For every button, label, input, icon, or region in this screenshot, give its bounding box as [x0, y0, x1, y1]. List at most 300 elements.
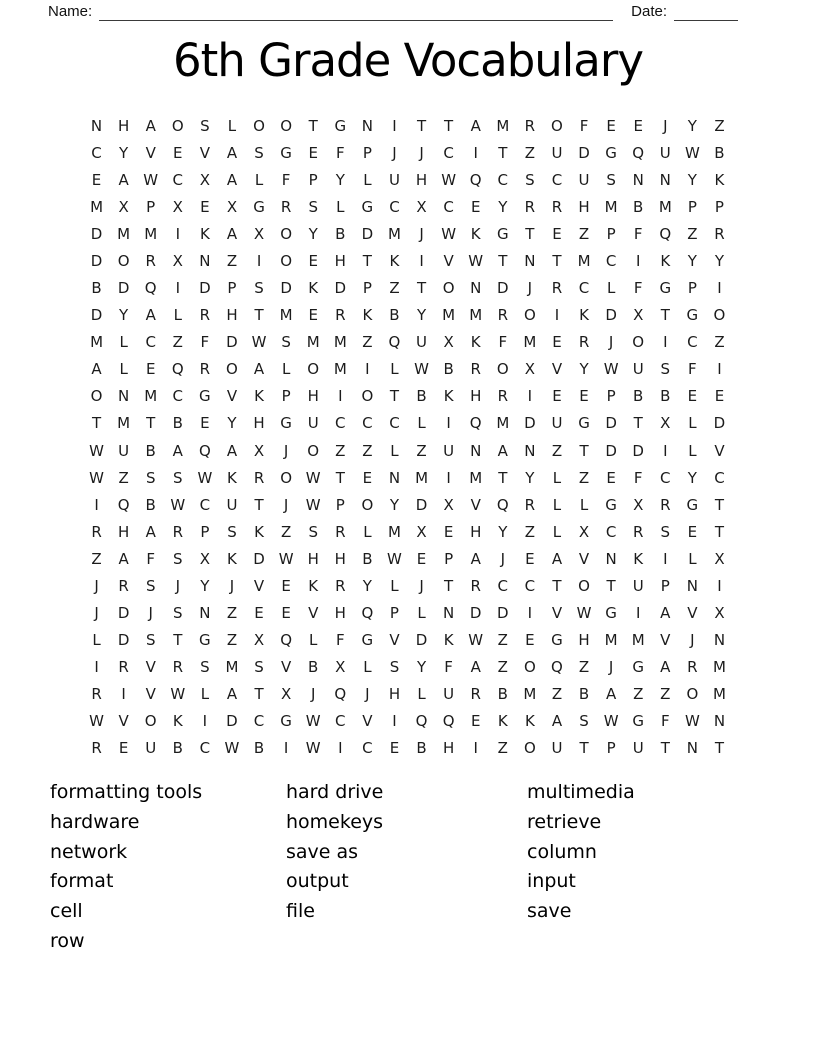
grid-letter: I	[663, 441, 668, 460]
grid-letter: L	[579, 495, 589, 514]
grid-letter: Y	[200, 576, 210, 595]
grid-letter: I	[283, 739, 289, 758]
grid-letter: E	[389, 739, 400, 758]
grid-letter: I	[365, 360, 370, 379]
grid-letter: D	[199, 279, 211, 298]
grid-letter: O	[523, 658, 536, 677]
grid-letter: C	[497, 170, 509, 189]
grid-letter: S	[145, 576, 156, 595]
grid-letter: C	[145, 333, 156, 352]
grid-letter: D	[415, 631, 428, 650]
grid-letter: D	[497, 279, 509, 298]
grid-letter: T	[254, 495, 264, 514]
grid-letter: I	[717, 576, 722, 595]
word-item: network	[50, 840, 128, 863]
page-title: 6th Grade Vocabulary	[172, 34, 644, 87]
grid-letter: C	[172, 387, 184, 406]
grid-letter: S	[200, 658, 210, 677]
grid-letter: W	[684, 143, 700, 162]
grid-letter: M	[144, 224, 158, 243]
grid-letter: J	[608, 333, 614, 352]
grid-letter: Z	[362, 333, 373, 352]
grid-letter: Q	[280, 631, 293, 650]
grid-letter: D	[253, 549, 265, 568]
grid-letter: H	[334, 604, 346, 623]
grid-letter: J	[283, 441, 289, 460]
grid-letter: G	[605, 143, 617, 162]
grid-letter: T	[525, 224, 535, 243]
grid-letter: Q	[632, 143, 645, 162]
grid-letter: D	[90, 224, 103, 243]
grid-letter: R	[335, 522, 346, 541]
grid-letter: S	[525, 170, 535, 189]
grid-letter: T	[308, 116, 318, 135]
grid-letter: I	[473, 739, 478, 758]
grid-letter: W	[170, 495, 186, 514]
grid-letter: J	[690, 631, 695, 650]
grid-letter: U	[388, 170, 400, 189]
grid-letter: V	[578, 549, 590, 568]
grid-letter: P	[146, 197, 156, 216]
name-blank-line	[99, 4, 613, 21]
grid-letter: B	[578, 685, 590, 704]
grid-letter: Y	[498, 522, 508, 541]
grid-letter: J	[94, 576, 99, 595]
grid-letter: R	[145, 251, 156, 270]
grid-letter: K	[579, 306, 589, 325]
grid-letter: I	[635, 604, 641, 623]
grid-letter: B	[497, 685, 508, 704]
grid-letter: L	[363, 522, 372, 541]
grid-letter: Y	[227, 414, 237, 433]
grid-letter: S	[200, 116, 210, 135]
grid-letter: Z	[389, 279, 400, 298]
grid-letter: T	[498, 251, 508, 270]
grid-letter: E	[552, 387, 562, 406]
grid-letter: K	[362, 306, 373, 325]
grid-letter: K	[470, 333, 481, 352]
grid-letter: P	[362, 279, 372, 298]
grid-letter: V	[470, 495, 481, 514]
grid-letter: S	[660, 360, 671, 379]
grid-letter: O	[307, 441, 320, 460]
grid-letter: D	[632, 441, 644, 460]
grid-letter: C	[551, 170, 563, 189]
grid-letter: I	[175, 224, 180, 243]
grid-letter: Z	[226, 251, 238, 270]
grid-letter: E	[281, 604, 291, 623]
grid-letter: C	[605, 251, 617, 270]
word-item: row	[50, 929, 85, 952]
grid-letter: R	[497, 306, 508, 325]
grid-letter: K	[714, 170, 725, 189]
grid-letter: N	[470, 441, 482, 460]
grid-letter: A	[145, 306, 156, 325]
grid-letter: O	[523, 739, 536, 758]
grid-letter: V	[308, 604, 319, 623]
grid-letter: G	[605, 604, 617, 623]
grid-letter: K	[470, 224, 481, 243]
grid-letter: W	[684, 712, 700, 731]
grid-letter: N	[199, 251, 211, 270]
grid-letter: V	[145, 658, 156, 677]
grid-letter: R	[524, 495, 536, 514]
grid-letter: I	[202, 712, 208, 731]
grid-letter: H	[470, 387, 482, 406]
grid-letter: P	[362, 143, 372, 162]
grid-letter: T	[579, 739, 589, 758]
grid-letter: Y	[416, 306, 427, 325]
grid-letter: S	[660, 522, 671, 541]
grid-letter: J	[310, 685, 316, 704]
grid-letter: Z	[551, 685, 563, 704]
grid-letter: S	[227, 522, 237, 541]
grid-letter: X	[416, 522, 427, 541]
grid-letter: M	[144, 387, 158, 406]
word-item: multimedia	[527, 781, 635, 803]
grid-letter: B	[253, 739, 265, 758]
grid-letter: A	[118, 549, 129, 568]
grid-letter: C	[199, 739, 211, 758]
grid-letter: R	[578, 333, 590, 352]
grid-letter: Y	[416, 658, 427, 677]
grid-letter: C	[687, 333, 698, 352]
grid-letter: H	[307, 549, 319, 568]
grid-letter: G	[578, 414, 590, 433]
grid-letter: S	[254, 279, 264, 298]
grid-letter: C	[172, 170, 184, 189]
grid-letter: S	[173, 549, 183, 568]
grid-letter: G	[361, 631, 374, 650]
grid-letter: Y	[335, 170, 345, 189]
grid-letter: T	[660, 739, 670, 758]
grid-letter: D	[117, 631, 130, 650]
grid-letter: V	[118, 712, 129, 731]
grid-letter: N	[686, 739, 698, 758]
grid-letter: M	[225, 658, 239, 677]
grid-letter: L	[606, 279, 616, 298]
grid-letter: K	[660, 251, 671, 270]
grid-letter: Q	[171, 360, 184, 379]
grid-letter: Q	[496, 495, 509, 514]
grid-letter: R	[524, 116, 536, 135]
grid-letter: L	[552, 468, 562, 487]
grid-letter: R	[470, 576, 481, 595]
grid-letter: D	[280, 279, 292, 298]
grid-letter: E	[308, 306, 318, 325]
grid-letter: R	[91, 739, 102, 758]
grid-letter: S	[173, 468, 183, 487]
grid-letter: Y	[714, 251, 725, 270]
grid-letter: U	[443, 685, 455, 704]
grid-letter: A	[226, 224, 238, 243]
grid-letter: W	[414, 360, 429, 379]
grid-letter: L	[552, 522, 562, 541]
grid-letter: C	[389, 197, 400, 216]
grid-letter: E	[606, 468, 616, 487]
grid-letter: U	[578, 170, 590, 189]
grid-letter: O	[280, 468, 293, 487]
grid-letter: I	[419, 251, 424, 270]
grid-letter: L	[390, 360, 399, 379]
grid-letter: X	[578, 522, 590, 541]
grid-letter: C	[199, 495, 211, 514]
grid-letter: V	[551, 604, 563, 623]
grid-letter: U	[632, 360, 644, 379]
grid-letter: L	[119, 333, 128, 352]
grid-letter: N	[605, 549, 617, 568]
grid-letter: O	[686, 685, 699, 704]
grid-letter: W	[603, 712, 619, 731]
grid-letter: F	[633, 224, 643, 243]
grid-letter: E	[254, 604, 264, 623]
grid-letter: Z	[362, 441, 373, 460]
grid-letter: F	[444, 658, 453, 677]
grid-letter: V	[145, 143, 156, 162]
grid-letter: U	[551, 414, 563, 433]
grid-letter: R	[280, 197, 292, 216]
grid-letter: M	[90, 197, 104, 216]
grid-letter: O	[523, 306, 536, 325]
grid-letter: X	[199, 170, 210, 189]
grid-letter: A	[145, 116, 156, 135]
grid-letter: V	[660, 631, 671, 650]
grid-letter: A	[253, 360, 265, 379]
word-item: column	[527, 840, 597, 863]
grid-letter: I	[446, 468, 451, 487]
grid-letter: M	[604, 631, 618, 650]
grid-letter: G	[280, 414, 292, 433]
grid-letter: E	[443, 522, 454, 541]
grid-letter: A	[605, 685, 617, 704]
grid-letter: P	[687, 197, 697, 216]
grid-letter: Z	[226, 604, 238, 623]
grid-letter: T	[714, 739, 725, 758]
grid-letter: L	[417, 604, 426, 623]
grid-letter: X	[660, 414, 671, 433]
grid-letter: W	[603, 360, 619, 379]
grid-letter: H	[442, 739, 455, 758]
grid-letter: J	[94, 604, 99, 623]
grid-letter: F	[335, 631, 345, 650]
grid-letter: Q	[469, 414, 482, 433]
grid-letter: L	[363, 170, 372, 189]
grid-letter: E	[525, 631, 535, 650]
grid-letter: E	[606, 116, 616, 135]
grid-letter: E	[118, 739, 129, 758]
grid-letter: X	[335, 658, 346, 677]
grid-letter: D	[334, 279, 347, 298]
grid-letter: I	[94, 658, 99, 677]
grid-letter: R	[172, 522, 183, 541]
grid-letter: O	[578, 576, 590, 595]
grid-letter: K	[199, 224, 210, 243]
grid-letter: Y	[687, 116, 697, 135]
grid-letter: W	[468, 631, 484, 650]
grid-letter: C	[91, 143, 102, 162]
grid-letter: N	[713, 712, 726, 731]
grid-letter: N	[470, 279, 482, 298]
grid-letter: C	[335, 712, 346, 731]
grid-letter: L	[688, 441, 697, 460]
grid-letter: O	[226, 360, 238, 379]
grid-letter: S	[308, 197, 318, 216]
grid-letter: B	[633, 387, 644, 406]
grid-letter: W	[305, 468, 321, 487]
grid-letter: X	[253, 224, 265, 243]
grid-letter: A	[226, 685, 238, 704]
grid-letter: U	[632, 576, 644, 595]
grid-letter: U	[551, 739, 563, 758]
grid-letter: Z	[633, 685, 644, 704]
grid-letter: J	[608, 658, 614, 677]
grid-letter: M	[496, 414, 510, 433]
grid-letter: M	[712, 685, 726, 704]
grid-letter: E	[200, 197, 210, 216]
grid-letter: A	[172, 441, 183, 460]
grid-letter: N	[659, 170, 671, 189]
grid-letter: H	[334, 251, 346, 270]
grid-letter: C	[497, 576, 509, 595]
word-list-column	[527, 778, 635, 957]
grid-letter: G	[686, 306, 699, 325]
grid-letter: E	[281, 576, 291, 595]
grid-letter: O	[117, 251, 130, 270]
grid-letter: T	[660, 306, 670, 325]
grid-letter: D	[524, 414, 536, 433]
word-item: file	[286, 900, 315, 923]
grid-letter: M	[523, 333, 537, 352]
grid-letter: Q	[442, 712, 455, 731]
grid-letter: L	[390, 441, 399, 460]
grid-letter: D	[117, 279, 130, 298]
grid-letter: R	[551, 197, 563, 216]
grid-letter: K	[524, 712, 535, 731]
grid-letter: T	[606, 576, 616, 595]
grid-letter: A	[660, 658, 671, 677]
grid-letter: W	[143, 170, 159, 189]
grid-letter: U	[118, 441, 130, 460]
grid-letter: A	[660, 604, 671, 623]
grid-letter: Y	[119, 306, 129, 325]
grid-letter: N	[686, 576, 698, 595]
grid-letter: Q	[469, 170, 482, 189]
grid-letter: L	[227, 116, 237, 135]
grid-letter: O	[253, 116, 265, 135]
grid-letter: F	[633, 468, 643, 487]
grid-letter: B	[362, 549, 373, 568]
grid-letter: B	[416, 739, 427, 758]
grid-letter: C	[605, 522, 617, 541]
grid-letter: S	[606, 170, 616, 189]
grid-letter: B	[172, 414, 183, 433]
grid-letter: W	[305, 495, 321, 514]
grid-letter: E	[633, 116, 643, 135]
grid-letter: S	[254, 143, 264, 162]
grid-letter: I	[446, 414, 451, 433]
grid-letter: I	[256, 251, 262, 270]
grid-letter: Z	[714, 333, 725, 352]
grid-letter: O	[307, 360, 320, 379]
grid-letter: N	[90, 116, 103, 135]
grid-letter: K	[443, 631, 454, 650]
grid-letter: L	[281, 360, 291, 379]
grid-letter: W	[441, 170, 457, 189]
grid-letter: F	[498, 333, 508, 352]
grid-letter: L	[173, 306, 182, 325]
grid-letter: M	[306, 333, 320, 352]
word-list-column	[286, 778, 527, 957]
grid-letter: I	[392, 116, 397, 135]
grid-letter: R	[687, 658, 698, 677]
grid-letter: F	[633, 279, 643, 298]
grid-letter: I	[175, 279, 180, 298]
grid-letter: M	[333, 333, 347, 352]
grid-letter: F	[660, 712, 670, 731]
grid-letter: S	[145, 631, 156, 650]
grid-letter: A	[497, 441, 508, 460]
grid-letter: X	[416, 197, 427, 216]
grid-letter: E	[714, 387, 725, 406]
grid-letter: R	[253, 468, 265, 487]
grid-letter: O	[280, 224, 293, 243]
grid-letter: E	[308, 143, 318, 162]
grid-letter: X	[443, 495, 454, 514]
grid-letter: K	[389, 251, 400, 270]
grid-letter: V	[551, 360, 563, 379]
date-label: Date:	[631, 3, 667, 20]
grid-letter: B	[633, 197, 644, 216]
grid-letter: H	[334, 549, 346, 568]
grid-letter: L	[688, 549, 697, 568]
grid-letter: C	[714, 468, 725, 487]
grid-letter: D	[497, 604, 509, 623]
grid-letter: Z	[687, 224, 698, 243]
grid-letter: Q	[198, 441, 211, 460]
grid-letter: X	[633, 306, 644, 325]
header	[48, 3, 738, 21]
grid-letter: I	[527, 387, 533, 406]
grid-letter: F	[281, 170, 291, 189]
word-item: format	[50, 870, 114, 893]
grid-letter: E	[416, 549, 427, 568]
grid-letter: Y	[525, 468, 535, 487]
grid-letter: D	[226, 712, 238, 731]
grid-letter: A	[145, 522, 156, 541]
grid-letter: C	[578, 279, 590, 298]
grid-letter: E	[525, 549, 535, 568]
grid-letter: N	[118, 387, 130, 406]
grid-letter: O	[90, 387, 103, 406]
grid-letter: F	[688, 360, 697, 379]
grid-letter: T	[173, 631, 183, 650]
grid-letter: P	[444, 549, 454, 568]
grid-letter: B	[145, 441, 156, 460]
grid-letter: I	[717, 360, 722, 379]
grid-letter: Q	[659, 224, 672, 243]
grid-letter: R	[199, 306, 211, 325]
grid-letter: M	[469, 468, 483, 487]
grid-letter: R	[714, 224, 725, 243]
grid-letter: M	[90, 333, 104, 352]
grid-letter: E	[687, 387, 698, 406]
grid-letter: S	[389, 658, 400, 677]
grid-letter: L	[363, 658, 372, 677]
grid-letter: P	[714, 197, 724, 216]
grid-letter: B	[145, 495, 156, 514]
grid-letter: I	[94, 495, 99, 514]
grid-letter: U	[416, 333, 428, 352]
